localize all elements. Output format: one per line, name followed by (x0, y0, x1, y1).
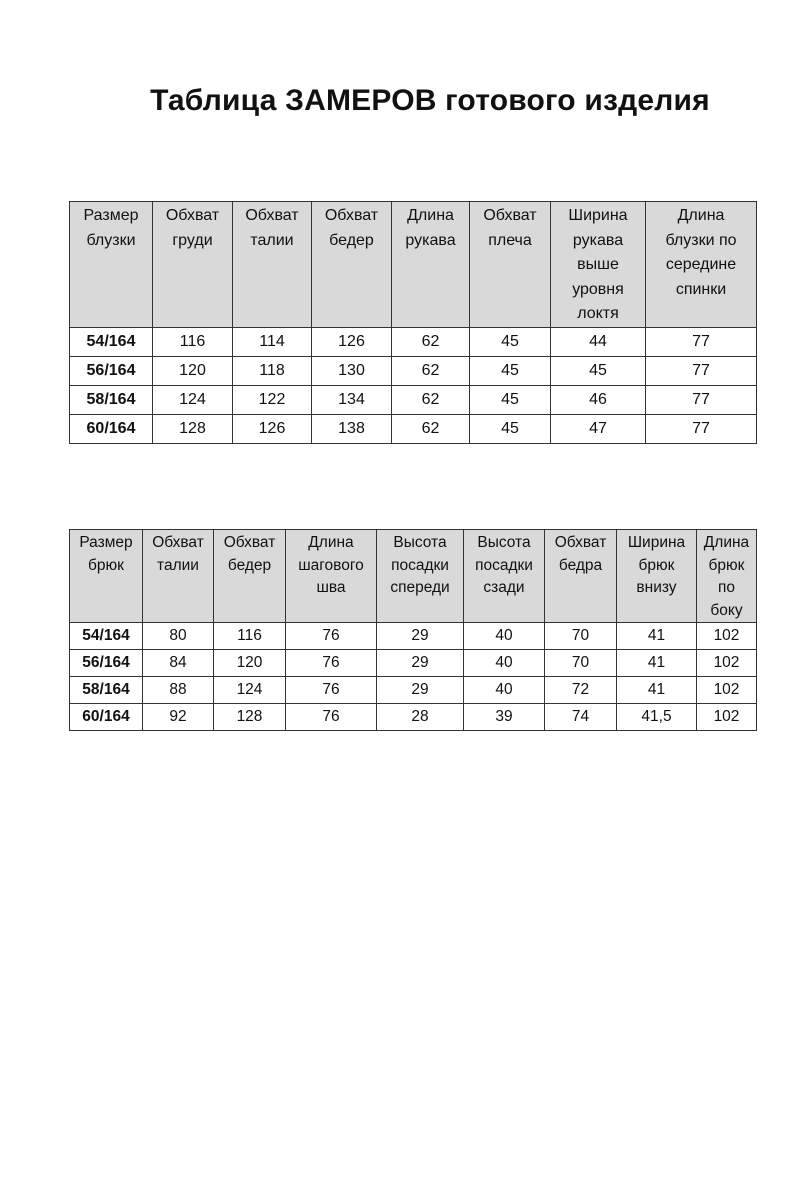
table-header-row (70, 530, 757, 623)
column-header-line: по (717, 579, 735, 596)
value-cell: 84 (143, 650, 214, 677)
value-cell: 77 (646, 414, 757, 443)
value-cell: 116 (153, 327, 233, 356)
table-row (70, 385, 757, 414)
value-cell: 47 (551, 414, 646, 443)
value-cell: 120 (214, 650, 286, 677)
column-header-line: Обхват (152, 534, 204, 551)
column-header-line: Ширина (568, 207, 628, 224)
value-cell: 44 (551, 327, 646, 356)
column-header (697, 530, 757, 623)
value-cell: 62 (392, 385, 470, 414)
column-header-line: уровня (572, 280, 624, 298)
value-cell: 46 (551, 385, 646, 414)
column-header-line: Обхват (223, 534, 276, 551)
value-cell: 45 (470, 327, 551, 356)
value-cell: 76 (286, 677, 377, 704)
column-header (646, 202, 757, 328)
column-header (143, 530, 214, 623)
column-header-line: Обхват (324, 207, 379, 224)
trousers-measurements-table (69, 529, 757, 731)
value-cell: 41,5 (617, 704, 697, 731)
size-cell: 54/164 (70, 623, 143, 650)
blouse-measurements-table (69, 201, 757, 444)
size-cell: 60/164 (70, 704, 143, 731)
column-header-line: Обхват (554, 534, 607, 551)
value-cell: 114 (233, 327, 312, 356)
column-header-line: рукава (572, 231, 624, 249)
value-cell: 76 (286, 623, 377, 650)
table-row (70, 414, 757, 443)
table-row (70, 623, 757, 650)
column-header-line: спереди (390, 579, 450, 596)
value-cell: 41 (617, 650, 697, 677)
column-header-line: шва (316, 579, 346, 596)
value-cell: 28 (377, 704, 464, 731)
column-header (312, 202, 392, 328)
value-cell: 128 (214, 704, 286, 731)
column-header-line: Размер (79, 534, 133, 551)
column-header-line: середине (665, 256, 737, 273)
column-header (233, 202, 312, 328)
value-cell: 62 (392, 327, 470, 356)
column-header-line: блузки по (665, 231, 737, 249)
column-header-line: Длина (407, 207, 454, 224)
table-row (70, 677, 757, 704)
value-cell: 62 (392, 414, 470, 443)
value-cell: 77 (646, 327, 757, 356)
value-cell: 29 (377, 677, 464, 704)
page-title: Таблица ЗАМЕРОВ готового изделия (150, 84, 710, 117)
column-header (377, 530, 464, 623)
size-cell: 56/164 (70, 356, 153, 385)
value-cell: 76 (286, 704, 377, 731)
value-cell: 124 (153, 385, 233, 414)
column-header (464, 530, 545, 623)
table-row (70, 650, 757, 677)
value-cell: 126 (312, 327, 392, 356)
size-cell: 58/164 (70, 385, 153, 414)
size-cell: 60/164 (70, 414, 153, 443)
column-header-line: шагового (298, 556, 364, 574)
value-cell: 41 (617, 623, 697, 650)
value-cell: 138 (312, 414, 392, 443)
size-cell: 56/164 (70, 650, 143, 677)
value-cell: 130 (312, 356, 392, 385)
value-cell: 40 (464, 623, 545, 650)
value-cell: 102 (697, 623, 757, 650)
value-cell: 134 (312, 385, 392, 414)
column-header-line: брюк (88, 556, 124, 574)
column-header-line: Длина (703, 534, 750, 551)
column-header-line: локтя (577, 305, 619, 322)
size-cell: 54/164 (70, 327, 153, 356)
column-header-line: Высота (477, 534, 531, 551)
value-cell: 120 (153, 356, 233, 385)
value-cell: 41 (617, 677, 697, 704)
value-cell: 39 (464, 704, 545, 731)
column-header-line: Длина (308, 534, 354, 551)
column-header-line: посадки (475, 556, 533, 574)
value-cell: 124 (214, 677, 286, 704)
column-header-line: Обхват (165, 207, 220, 224)
column-header-line: груди (172, 231, 213, 249)
size-cell: 58/164 (70, 677, 143, 704)
column-header-line: блузки (86, 231, 136, 249)
column-header-line: талии (250, 231, 294, 249)
column-header-line: сзади (483, 579, 525, 596)
column-header-line: бедра (558, 556, 603, 574)
value-cell: 45 (470, 385, 551, 414)
column-header-line: спинки (675, 280, 727, 298)
column-header (545, 530, 617, 623)
column-header-line: бедер (227, 556, 272, 574)
value-cell: 118 (233, 356, 312, 385)
value-cell: 116 (214, 623, 286, 650)
column-header (551, 202, 646, 328)
column-header (392, 202, 470, 328)
column-header-line: плеча (488, 231, 532, 249)
column-header-line: талии (157, 556, 199, 574)
column-header-line: Обхват (245, 207, 299, 224)
value-cell: 122 (233, 385, 312, 414)
column-header (214, 530, 286, 623)
value-cell: 40 (464, 650, 545, 677)
value-cell: 74 (545, 704, 617, 731)
value-cell: 128 (153, 414, 233, 443)
value-cell: 70 (545, 650, 617, 677)
column-header (617, 530, 697, 623)
column-header-line: Размер (83, 207, 139, 224)
value-cell: 70 (545, 623, 617, 650)
column-header-line: внизу (636, 579, 677, 596)
column-header-line: бедер (329, 231, 374, 249)
table-row (70, 327, 757, 356)
value-cell: 92 (143, 704, 214, 731)
column-header-line: выше (577, 256, 619, 273)
column-header-line: Ширина (627, 534, 686, 551)
value-cell: 76 (286, 650, 377, 677)
value-cell: 126 (233, 414, 312, 443)
column-header-line: посадки (391, 556, 449, 574)
value-cell: 40 (464, 677, 545, 704)
value-cell: 62 (392, 356, 470, 385)
column-header-line: рукава (405, 231, 456, 249)
column-header (286, 530, 377, 623)
value-cell: 77 (646, 356, 757, 385)
table-row (70, 356, 757, 385)
table-header-row (70, 202, 757, 328)
value-cell: 45 (470, 356, 551, 385)
value-cell: 77 (646, 385, 757, 414)
column-header (470, 202, 551, 328)
value-cell: 88 (143, 677, 214, 704)
table-row (70, 704, 757, 731)
column-header-line: Высота (393, 534, 447, 551)
column-header (153, 202, 233, 328)
value-cell: 72 (545, 677, 617, 704)
value-cell: 102 (697, 677, 757, 704)
column-header (70, 202, 153, 328)
column-header-line: брюк (638, 556, 675, 574)
column-header-line: брюк (708, 556, 745, 574)
value-cell: 102 (697, 650, 757, 677)
value-cell: 45 (470, 414, 551, 443)
column-header (70, 530, 143, 623)
value-cell: 80 (143, 623, 214, 650)
value-cell: 102 (697, 704, 757, 731)
value-cell: 29 (377, 650, 464, 677)
value-cell: 45 (551, 356, 646, 385)
column-header-line: Длина (677, 207, 725, 224)
column-header-line: Обхват (483, 207, 537, 224)
value-cell: 29 (377, 623, 464, 650)
column-header-line: боку (710, 601, 743, 619)
